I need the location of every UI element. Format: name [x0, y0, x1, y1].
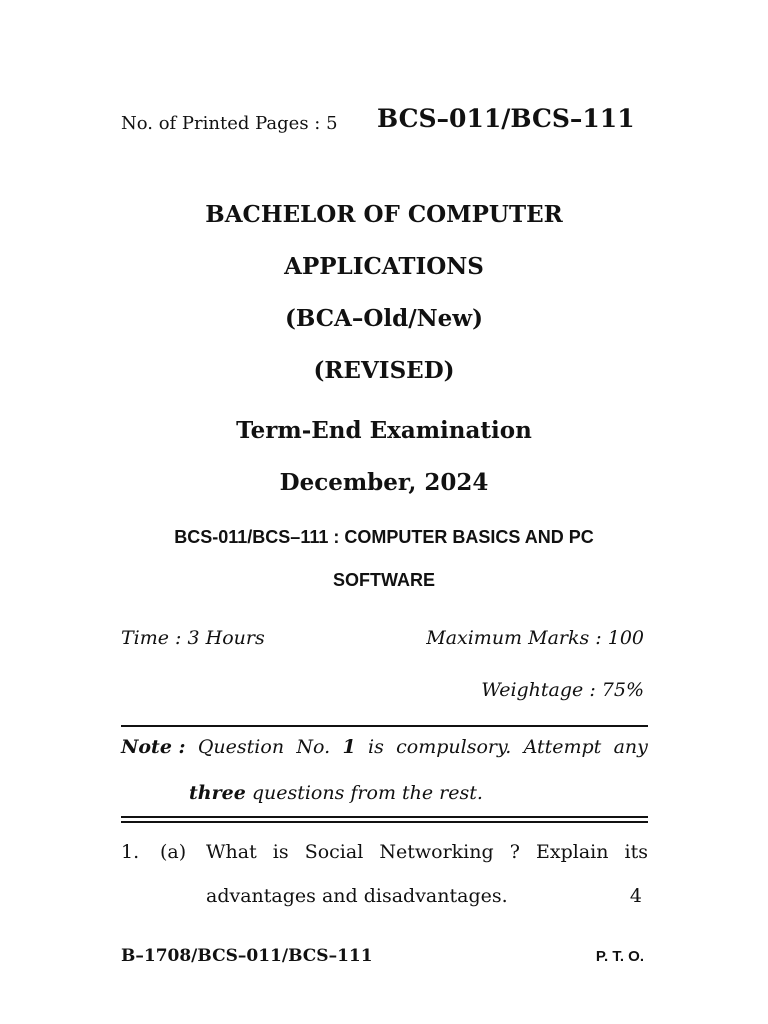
- title-exam-type: Term-End Examination: [236, 417, 532, 444]
- subject-title-line-1: BCS-011/BCS–111 : COMPUTER BASICS AND PC: [174, 527, 594, 547]
- note-line-2-text: questions from the rest.: [245, 782, 483, 804]
- note-question-number: 1: [342, 736, 356, 758]
- printed-pages-count: No. of Printed Pages : 5: [121, 113, 338, 134]
- footer-pto: P. T. O.: [595, 948, 644, 965]
- title-exam-date: December, 2024: [279, 469, 489, 496]
- title-variant: (BCA–Old/New): [285, 305, 483, 332]
- divider-rule-top: [121, 725, 648, 727]
- question-text-line-1: What is Social Networking ? Explain its: [206, 841, 648, 863]
- footer-paper-code: B–1708/BCS–011/BCS–111: [121, 946, 373, 966]
- divider-rule-double-1: [121, 816, 648, 818]
- weightage: Weightage : 75%: [481, 679, 644, 701]
- note-word: any: [613, 736, 648, 758]
- divider-rule-double-2: [121, 821, 648, 823]
- note-word: Attempt: [523, 736, 602, 758]
- time-allowed: Time : 3 Hours: [121, 627, 265, 649]
- question-part: (a): [160, 841, 187, 863]
- note-word: No.: [296, 736, 331, 758]
- note-instruction-line-2: [189, 782, 483, 804]
- subject-title-line-2: SOFTWARE: [333, 570, 435, 590]
- title-programme-line-1: BACHELOR OF COMPUTER: [205, 201, 563, 228]
- course-code-header: BCS–011/BCS–111: [377, 104, 635, 133]
- question-number: 1.: [121, 841, 140, 863]
- question-text-line-2: advantages and disadvantages.: [206, 885, 508, 907]
- note-label: Note :: [121, 736, 186, 758]
- note-instruction-line-1: [121, 736, 648, 758]
- question-marks: 4: [629, 885, 642, 907]
- note-word: is: [368, 736, 384, 758]
- note-word: compulsory.: [396, 736, 512, 758]
- title-revised: (REVISED): [313, 357, 455, 384]
- note-word: Question: [197, 736, 285, 758]
- maximum-marks: Maximum Marks : 100: [426, 627, 644, 649]
- title-programme-line-2: APPLICATIONS: [284, 253, 484, 280]
- note-emphasis: three: [189, 782, 246, 804]
